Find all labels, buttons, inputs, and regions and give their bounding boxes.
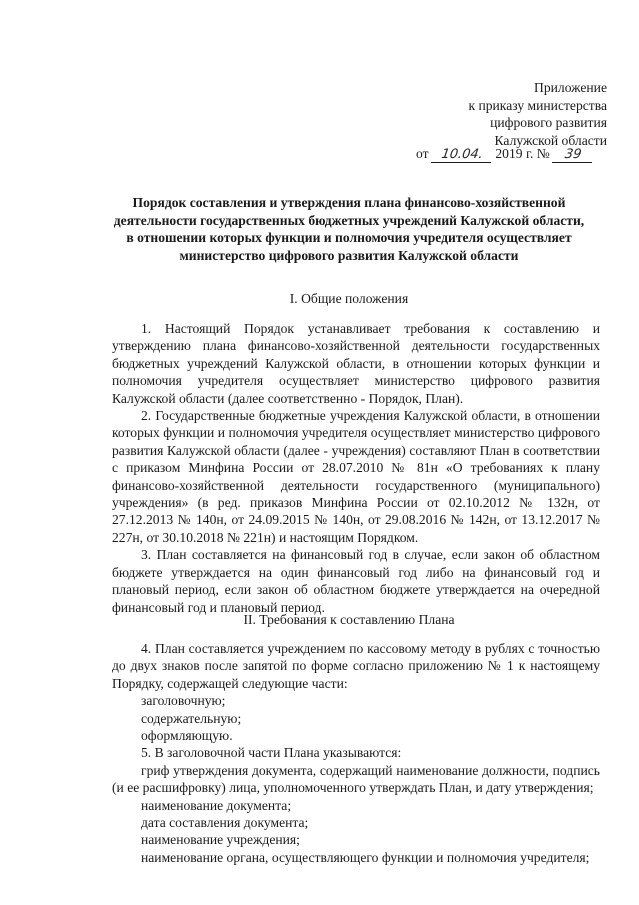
- paragraph: 4. План составляется учреждением по кассовому методу в рублях с точностью до двух знаков после запятой по форме согласно приложению № 1 к настоящему Порядку, содержащей следующие части:: [112, 641, 600, 691]
- appendix-stamp: [347, 79, 607, 149]
- paragraph: 1. Настоящий Порядок устанавливает требования к составлению и утверждению плана финансово-хозяйственной деятельности государственных бюджетных учреждений Калужской области, в отношении которых функции и полномочия учредителя осуществляет министерство цифрового развития Калужской области (далее соответственно - Порядок, План).: [112, 321, 600, 406]
- list-item: оформляющую.: [141, 728, 233, 744]
- paragraph: 5. В заголовочной части Плана указываются:: [141, 745, 402, 761]
- list-item: дата составления документа;: [141, 815, 309, 831]
- date-year: 2019 г. №: [495, 146, 550, 161]
- document-title: Порядок составления и утверждения плана финансово-хозяйственной деятельности государственных бюджетных учреждений Калужской области, в отношении которых функции и полномочия учредителя осуществляет министерство цифрового развития Калужской области: [113, 195, 585, 263]
- date-prefix: от: [416, 146, 429, 161]
- appendix-line: к приказу министерства: [468, 97, 607, 113]
- section-general-body: [112, 320, 600, 616]
- appendix-line: Приложение: [534, 80, 607, 95]
- list-item: заголовочную;: [141, 693, 226, 709]
- paragraph: гриф утверждения документа, содержащий наименование должности, подпись (и ее расшифровку) лица, уполномоченного утверждать План, и дату утверждения;: [112, 762, 600, 796]
- handwritten-number: 39: [552, 148, 594, 163]
- section-requirements-body: [112, 640, 600, 866]
- paragraph: 2. Государственные бюджетные учреждения Калужской области, в отношении которых функции и полномочия учредителя осуществляет министерство цифрового развития Калужской области (далее - учреждения) составляют План в соответствии с приказом Минфина России от 28.07.2010 № 81н «О требованиях к плану финансово-хозяйственной деятельности государственного (муниципального) учреждения» (в ред. приказов Минфина России от 02.10.2012 № 132н, от 27.12.2013 № 140н, от 24.09.2015 № 140н, от 29.08.2016 № 142н, от 13.12.2017 № 227н, от 30.10.2018 № 221н) и настоящим Порядком.: [112, 408, 600, 545]
- appendix-line: Калужской области: [494, 132, 607, 148]
- appendix-line: цифрового развития: [490, 115, 607, 130]
- list-item: наименование учреждения;: [141, 832, 300, 848]
- list-item: наименование органа, осуществляющего функции и полномочия учредителя;: [141, 849, 590, 865]
- list-item: содержательную;: [141, 710, 242, 726]
- section-heading-general: I. Общие положения: [289, 291, 409, 306]
- paragraph: 3. План составляется на финансовый год в случае, если закон об областном бюджете утверждается на один финансовый год либо на финансовый год и плановый период, если закон об областном бюджете утверждается на очередной финансовый год и плановый период.: [112, 547, 600, 615]
- handwritten-date: 10.04.: [431, 148, 493, 163]
- section-heading-requirements: II. Требования к составлению Плана: [243, 612, 455, 627]
- appendix-date-line: [416, 145, 593, 163]
- list-item: наименование документа;: [141, 797, 292, 813]
